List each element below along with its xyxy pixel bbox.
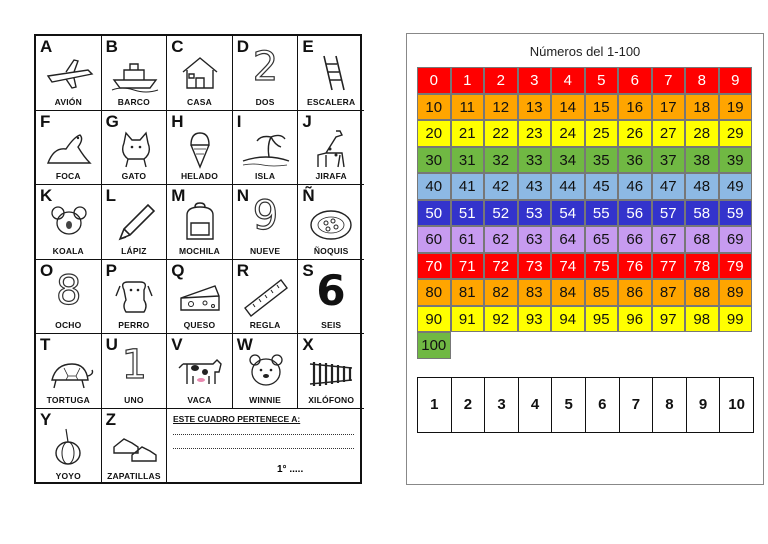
island-icon [241,127,291,169]
pencil-icon [110,201,160,243]
cell-word: QUESO [183,320,216,331]
cell-letter: Z [105,410,116,429]
number-eight-icon: 8 [56,267,82,314]
number-cell: 37 [652,147,686,174]
number-cell: 93 [518,306,552,333]
cell-letter: I [236,111,242,131]
number-row [417,306,752,333]
number-cell: 42 [484,173,518,200]
number-cell: 23 [518,120,552,147]
number-row [417,120,752,147]
number-cell: 98 [685,306,719,333]
number-cell: 26 [618,120,652,147]
number-cell: 75 [585,253,619,280]
cell-word: SEIS [321,320,342,331]
alphabet-cell [233,111,299,186]
owner-box [167,408,362,484]
grade-label: 1° ..... [277,464,304,475]
number-cell: 90 [417,306,451,333]
number-cell: 21 [451,120,485,147]
counting-cell: 3 [485,378,519,432]
number-one-icon: 1 [121,342,148,389]
cell-word: CASA [187,96,212,107]
koala-icon [44,201,94,243]
alphabet-cell [167,111,233,186]
alphabet-cell [233,260,299,335]
number-cell: 39 [719,147,753,174]
number-row [417,253,752,280]
cell-word: HELADO [180,171,219,182]
dog-icon [110,276,160,318]
cell-letter: V [171,335,183,355]
number-cell: 38 [685,147,719,174]
counting-row [417,377,754,433]
cell-word: DOS [255,96,275,107]
number-cell: 3 [518,67,552,94]
number-cell: 28 [685,120,719,147]
alphabet-cell [167,334,233,409]
alphabet-cell [167,36,233,111]
counting-cell: 5 [552,378,586,432]
ladder-icon [306,52,356,94]
number-row [417,332,752,359]
number-cell: 2 [484,67,518,94]
number-cell: 18 [685,94,719,121]
counting-cell: 8 [653,378,687,432]
number-cell: 43 [518,173,552,200]
number-cell: 51 [451,200,485,227]
turtle-icon [44,350,94,392]
cell-word: NUEVE [249,245,281,256]
number-cell: 41 [451,173,485,200]
number-cell: 70 [417,253,451,280]
cell-letter: S [302,260,314,280]
number-cell: 55 [585,200,619,227]
number-cell: 22 [484,120,518,147]
number-cell: 53 [518,200,552,227]
alphabet-cell [36,36,102,111]
alphabet-cell [102,111,168,186]
bear-icon [241,350,291,392]
number-cell: 35 [585,147,619,174]
cell-word: ESCALERA [307,96,356,107]
number-row [417,67,752,94]
number-cell: 71 [451,253,485,280]
alphabet-cell [102,36,168,111]
alphabet-cell [298,334,364,409]
number-cell: 72 [484,253,518,280]
cow-icon [175,350,225,392]
number-two-icon: 2 [252,44,279,90]
owner-title: ESTE CUADRO PERTENECE A: [173,414,301,424]
yoyo-icon [44,425,94,467]
number-cell: 10 [417,94,451,121]
number-cell: 14 [551,94,585,121]
cell-letter: J [302,111,312,131]
counting-cell: 6 [586,378,620,432]
number-cell: 76 [618,253,652,280]
owner-name-line[interactable] [173,434,354,435]
number-cell: 95 [585,306,619,333]
alphabet-cell [167,185,233,260]
number-cell: 15 [585,94,619,121]
cell-word: ISLA [255,171,276,182]
cell-letter: K [40,186,53,206]
cell-letter: N [236,186,250,206]
number-six-icon: 6 [316,265,346,315]
alphabet-card [34,34,362,484]
number-nine-icon: 9 [252,193,279,240]
number-cell: 77 [652,253,686,280]
number-cell: 47 [652,173,686,200]
number-cell: 87 [652,279,686,306]
number-cell: 91 [451,306,485,333]
chart-title: Números del 1-100 [529,44,641,59]
number-cell: 92 [484,306,518,333]
cell-letter: H [171,111,184,131]
cell-word: KOALA [52,245,84,256]
number-cell: 9 [719,67,753,94]
cell-letter: F [40,111,51,131]
number-cell: 66 [618,226,652,253]
number-cell: 68 [685,226,719,253]
cell-word: YOYO [55,470,81,481]
counting-cell: 7 [620,378,654,432]
number-cell: 0 [417,67,451,94]
cell-word: REGLA [249,320,281,331]
ruler-icon [241,276,291,318]
number-cell: 82 [484,279,518,306]
number-cell: 65 [585,226,619,253]
number-cell: 48 [685,173,719,200]
alphabet-cell [233,334,299,409]
number-row [417,94,752,121]
number-cell: 61 [451,226,485,253]
number-row [417,279,752,306]
number-cell: 74 [551,253,585,280]
cell-letter: E [302,37,314,56]
number-cell: 44 [551,173,585,200]
cell-letter: R [236,260,250,280]
alphabet-cell [36,111,102,186]
number-cell: 36 [618,147,652,174]
cell-letter: P [105,260,117,280]
number-cell: 54 [551,200,585,227]
cell-letter: G [105,111,119,131]
number-cell: 5 [585,67,619,94]
number-cell: 88 [685,279,719,306]
alphabet-cell [36,185,102,260]
number-cell: 96 [618,306,652,333]
number-cell: 31 [451,147,485,174]
cell-word: GATO [121,171,147,182]
cell-word: FOCA [55,171,81,182]
cell-letter: O [40,260,54,280]
alphabet-cell [233,36,299,111]
number-cell: 13 [518,94,552,121]
seal-icon [44,127,94,169]
cell-letter: C [171,37,184,56]
number-cell: 50 [417,200,451,227]
cheese-icon [175,276,225,318]
alphabet-cell [102,260,168,335]
cat-icon [110,127,160,169]
gnocchi-plate-icon [306,201,356,243]
cell-letter: Ñ [302,186,315,206]
number-cell: 20 [417,120,451,147]
alphabet-cell [233,185,299,260]
number-cell: 45 [585,173,619,200]
number-cell: 12 [484,94,518,121]
number-cell: 79 [719,253,753,280]
cell-word: XILÓFONO [308,394,355,405]
number-cell: 60 [417,226,451,253]
alphabet-cell [102,185,168,260]
alphabet-cell [298,111,364,186]
number-cell: 57 [652,200,686,227]
cell-letter: U [105,335,118,355]
number-row [417,173,752,200]
cell-word: UNO [124,394,144,405]
number-cell: 94 [551,306,585,333]
number-cell: 6 [618,67,652,94]
number-cell: 67 [652,226,686,253]
number-row [417,200,752,227]
alphabet-cell [298,185,364,260]
number-cell: 64 [551,226,585,253]
alphabet-cell [36,409,102,484]
numbers-chart [406,33,764,485]
airplane-icon [44,52,94,94]
number-cell: 32 [484,147,518,174]
number-cell: 8 [685,67,719,94]
cell-word: TORTUGA [46,394,90,405]
number-cell: 100 [417,332,451,359]
number-cell: 62 [484,226,518,253]
number-cell: 99 [719,306,753,333]
cell-word: ÑOQUIS [313,245,349,256]
cell-word: MOCHILA [178,245,221,256]
number-cell: 25 [585,120,619,147]
number-row [417,147,752,174]
cell-letter: W [236,335,253,355]
cell-word: WINNIE [249,394,282,405]
cell-letter: B [105,37,118,56]
number-cell: 33 [518,147,552,174]
number-cell: 49 [719,173,753,200]
number-cell: 46 [618,173,652,200]
number-cell: 52 [484,200,518,227]
cell-word: LÁPIZ [121,245,147,256]
counting-cell: 4 [519,378,553,432]
number-cell: 83 [518,279,552,306]
number-cell: 86 [618,279,652,306]
alphabet-cell [298,36,364,111]
number-cell: 34 [551,147,585,174]
backpack-icon [175,201,225,243]
cell-letter: L [105,186,116,206]
alphabet-cell [167,260,233,335]
number-grid [417,67,752,359]
number-cell: 30 [417,147,451,174]
number-cell: 63 [518,226,552,253]
number-cell: 78 [685,253,719,280]
cell-letter: A [40,37,53,56]
number-cell: 29 [719,120,753,147]
number-cell: 97 [652,306,686,333]
counting-cell: 1 [418,378,452,432]
number-cell: 80 [417,279,451,306]
cell-word: BARCO [117,96,150,107]
cell-letter: D [236,37,250,56]
number-cell: 4 [551,67,585,94]
sneakers-icon [110,425,160,467]
number-cell: 40 [417,173,451,200]
counting-cell: 9 [687,378,721,432]
xylophone-icon [306,350,356,392]
number-cell: 58 [685,200,719,227]
ice-cream-icon [175,127,225,169]
counting-cell: 10 [728,396,745,413]
number-cell: 16 [618,94,652,121]
boat-icon [110,52,160,94]
cell-word: OCHO [55,320,82,331]
number-row [417,226,752,253]
alphabet-cell [102,409,168,484]
number-cell: 81 [451,279,485,306]
cell-letter: Q [171,260,185,280]
number-cell: 1 [451,67,485,94]
number-cell: 24 [551,120,585,147]
number-cell: 7 [652,67,686,94]
counting-cell: 2 [452,378,486,432]
number-cell: 85 [585,279,619,306]
cell-letter: T [40,335,51,355]
cell-word: ZAPATILLAS [107,470,161,481]
cell-word: JIRAFA [315,171,347,182]
number-cell: 11 [451,94,485,121]
cell-word: PERRO [118,320,150,331]
cell-letter: M [171,186,186,206]
number-cell: 69 [719,226,753,253]
number-cell: 73 [518,253,552,280]
alphabet-cell [102,334,168,409]
number-cell: 17 [652,94,686,121]
alphabet-cell [36,334,102,409]
number-cell: 84 [551,279,585,306]
number-cell: 59 [719,200,753,227]
house-icon [175,52,225,94]
cell-letter: X [302,335,314,355]
number-cell: 89 [719,279,753,306]
number-cell: 56 [618,200,652,227]
alphabet-cell [298,260,364,335]
cell-word: AVIÓN [54,96,82,107]
owner-name-line[interactable] [173,448,354,449]
number-cell: 19 [719,94,753,121]
giraffe-icon [306,127,356,169]
cell-letter: Y [40,410,52,429]
cell-word: VACA [187,394,212,405]
alphabet-cell [36,260,102,335]
number-cell: 27 [652,120,686,147]
